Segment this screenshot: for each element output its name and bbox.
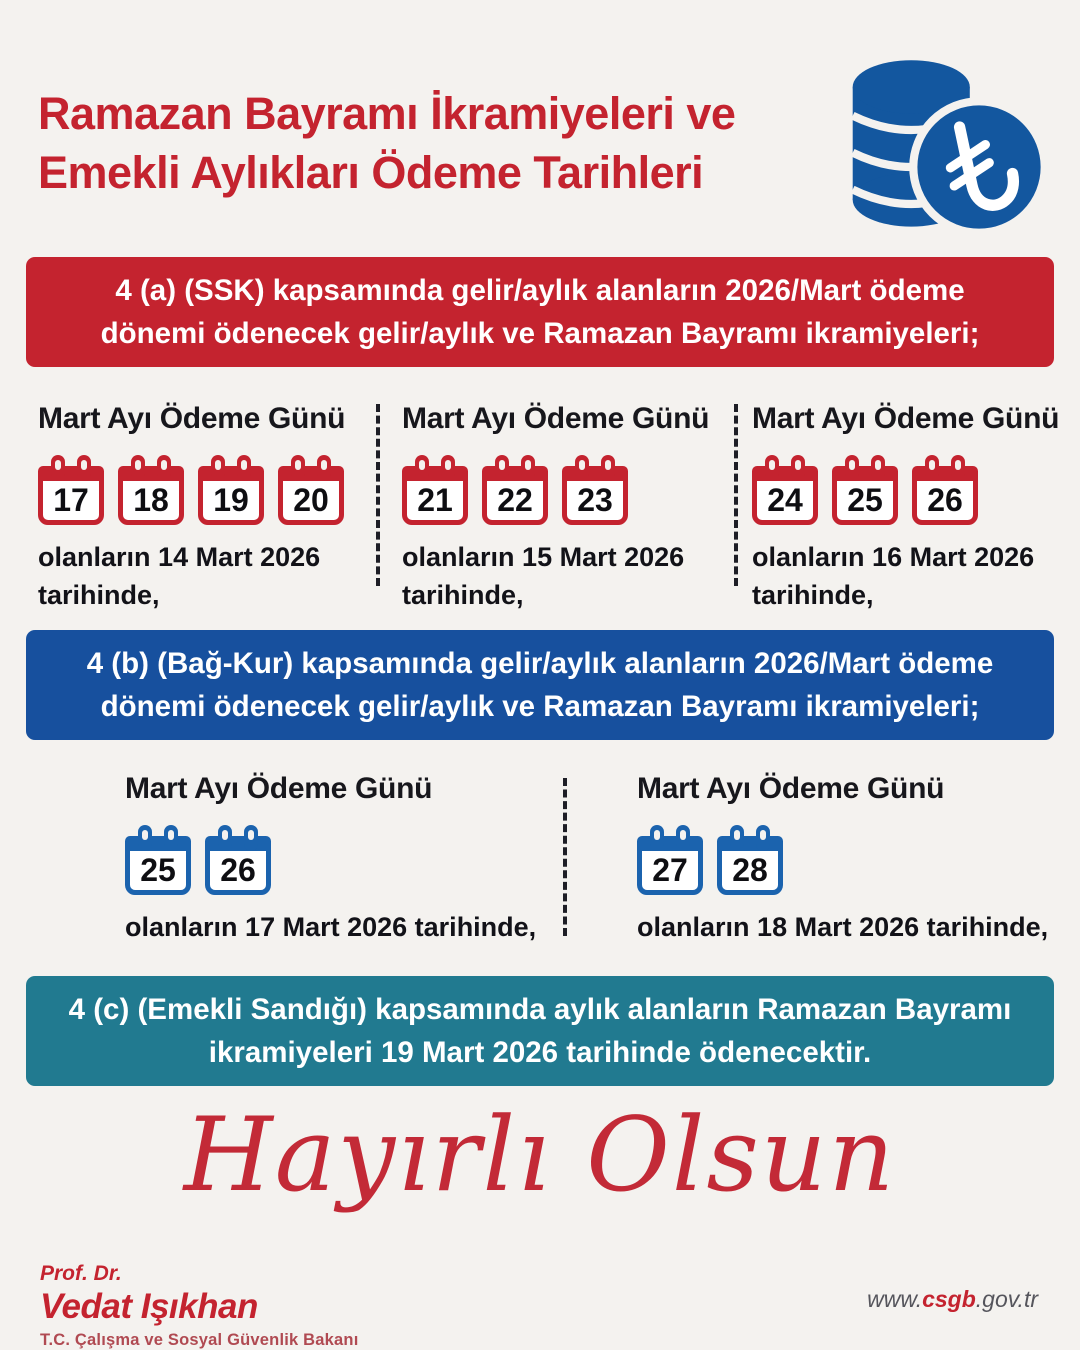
note-prefix: olanların (637, 912, 750, 942)
calendar-ring-icon (676, 825, 690, 851)
column-heading: Mart Ayı Ödeme Günü (752, 402, 1060, 435)
calendar-day-icon (912, 466, 978, 525)
calendar-day-icon (118, 466, 184, 525)
calendar-day-number: 18 (133, 482, 169, 518)
page-title-line1: Ramazan Bayramı İkramiyeleri ve (38, 88, 736, 139)
calendar-ring-icon (415, 455, 429, 481)
calendar-day-number: 26 (927, 482, 963, 518)
calendar-day-number: 19 (213, 482, 249, 518)
calendar-day-number: 25 (847, 482, 883, 518)
page-title (38, 84, 735, 203)
calendar-ring-icon (601, 455, 615, 481)
calendar-day-icon (198, 466, 264, 525)
calendar-ring-icon (765, 455, 779, 481)
calendar-day-icon (278, 466, 344, 525)
calendar-ring-icon (575, 455, 589, 481)
dashed-divider (376, 404, 380, 586)
note-prefix: olanların (125, 912, 238, 942)
note-prefix: olanların (38, 542, 151, 572)
calendar-ring-icon (157, 455, 171, 481)
page-title-line2: Emekli Aylıkları Ödeme Tarihleri (38, 147, 704, 199)
minister-pretitle: Prof. Dr. (40, 1262, 122, 1285)
closing-message: Hayırlı Olsun (183, 1096, 897, 1215)
calendar-ring-icon (845, 455, 859, 481)
calendar-ring-icon (441, 455, 455, 481)
dashed-divider (563, 778, 567, 936)
payment-note (752, 539, 1052, 615)
calendar-day-icon (402, 466, 468, 525)
column-heading: Mart Ayı Ödeme Günü (125, 772, 433, 805)
website-url (867, 1286, 1038, 1313)
calendar-day-icon (752, 466, 818, 525)
calendar-day-number: 24 (767, 482, 803, 518)
website-suffix: .gov.tr (975, 1286, 1038, 1312)
calendar-ring-icon (756, 825, 770, 851)
calendar-day-icon (562, 466, 628, 525)
calendar-day-icon (637, 836, 703, 895)
minister-role: T.C. Çalışma ve Sosyal Güvenlik Bakanı (40, 1331, 359, 1349)
calendar-ring-icon (218, 825, 232, 851)
payment-column (125, 772, 537, 947)
note-date: 16 Mart 2026 (872, 542, 1035, 572)
calendar-chip-row (637, 823, 1037, 895)
website-prefix: www. (867, 1286, 923, 1312)
note-suffix: tarihinde, (926, 912, 1049, 942)
calendar-ring-icon (51, 455, 65, 481)
calendar-day-number: 25 (140, 852, 176, 888)
calendar-day-number: 21 (417, 482, 453, 518)
calendar-ring-icon (650, 825, 664, 851)
calendar-day-number: 20 (293, 482, 329, 518)
calendar-day-icon (38, 466, 104, 525)
note-date: 14 Mart 2026 (158, 542, 321, 572)
calendar-day-icon (717, 836, 783, 895)
note-prefix: olanların (402, 542, 515, 572)
calendar-chip-row (402, 453, 732, 525)
calendar-chip-row (125, 823, 525, 895)
website-brand: csgb (922, 1286, 976, 1312)
section-4c-banner-line1: 4 (c) (Emekli Sandığı) kapsamında aylık alanların Ramazan Bayramı (68, 992, 1012, 1026)
section-4b-banner (26, 630, 1054, 740)
calendar-day-number: 26 (220, 852, 256, 888)
calendar-day-icon (205, 836, 271, 895)
calendar-ring-icon (77, 455, 91, 481)
note-suffix: tarihinde, (752, 579, 874, 610)
note-date: 17 Mart 2026 (245, 912, 408, 942)
calendar-ring-icon (138, 825, 152, 851)
payment-note (38, 539, 376, 615)
payment-note (402, 539, 732, 615)
calendar-ring-icon (291, 455, 305, 481)
section-4a-banner (26, 257, 1054, 367)
section-4b-columns (0, 772, 1080, 942)
column-heading: Mart Ayı Ödeme Günü (402, 402, 710, 435)
note-date: 15 Mart 2026 (522, 542, 685, 572)
section-4a-banner-line2: dönemi ödenecek gelir/aylık ve Ramazan Bayramı ikramiyeleri; (100, 317, 980, 350)
calendar-ring-icon (317, 455, 331, 481)
note-date: 18 Mart 2026 (757, 912, 920, 942)
calendar-ring-icon (211, 455, 225, 481)
calendar-ring-icon (951, 455, 965, 481)
calendar-ring-icon (521, 455, 535, 481)
calendar-day-number: 28 (732, 852, 768, 888)
calendar-ring-icon (791, 455, 805, 481)
calendar-day-number: 17 (53, 482, 89, 518)
note-suffix: tarihinde, (402, 579, 524, 610)
column-heading: Mart Ayı Ödeme Günü (38, 402, 346, 435)
calendar-ring-icon (495, 455, 509, 481)
note-suffix: tarihinde, (414, 912, 537, 942)
calendar-chip-row (752, 453, 1052, 525)
calendar-ring-icon (871, 455, 885, 481)
section-4c-banner (26, 976, 1054, 1086)
section-4b-banner-line1: 4 (b) (Bağ-Kur) kapsamında gelir/aylık alanların 2026/Mart ödeme (86, 646, 994, 680)
payment-note (637, 909, 1049, 947)
calendar-ring-icon (730, 825, 744, 851)
column-heading: Mart Ayı Ödeme Günü (637, 772, 945, 805)
section-4c-banner-line2: ikramiyeleri 19 Mart 2026 tarihinde ödenecektir. (208, 1036, 872, 1069)
calendar-ring-icon (244, 825, 258, 851)
coin-stack-lira-icon (835, 52, 1045, 242)
calendar-ring-icon (237, 455, 251, 481)
calendar-day-number: 23 (577, 482, 613, 518)
section-4a-banner-line1: 4 (a) (SSK) kapsamında gelir/aylık alanların 2026/Mart ödeme (115, 273, 965, 307)
minister-signature (40, 1262, 359, 1350)
calendar-day-number: 22 (497, 482, 533, 518)
calendar-day-icon (832, 466, 898, 525)
calendar-day-icon (125, 836, 191, 895)
calendar-chip-row (38, 453, 376, 525)
note-prefix: olanların (752, 542, 865, 572)
payment-column (637, 772, 1049, 947)
calendar-ring-icon (925, 455, 939, 481)
calendar-ring-icon (164, 825, 178, 851)
calendar-day-icon (482, 466, 548, 525)
section-4b-banner-line2: dönemi ödenecek gelir/aylık ve Ramazan Bayramı ikramiyeleri; (100, 690, 980, 723)
calendar-day-number: 27 (652, 852, 688, 888)
payment-column (402, 402, 732, 615)
payment-note (125, 909, 537, 947)
dashed-divider (734, 404, 738, 586)
payment-column (38, 402, 376, 615)
minister-name: Vedat Işıkhan (40, 1287, 258, 1326)
payment-column (752, 402, 1060, 615)
calendar-ring-icon (131, 455, 145, 481)
note-suffix: tarihinde, (38, 579, 160, 610)
section-4a-columns (38, 402, 1060, 610)
